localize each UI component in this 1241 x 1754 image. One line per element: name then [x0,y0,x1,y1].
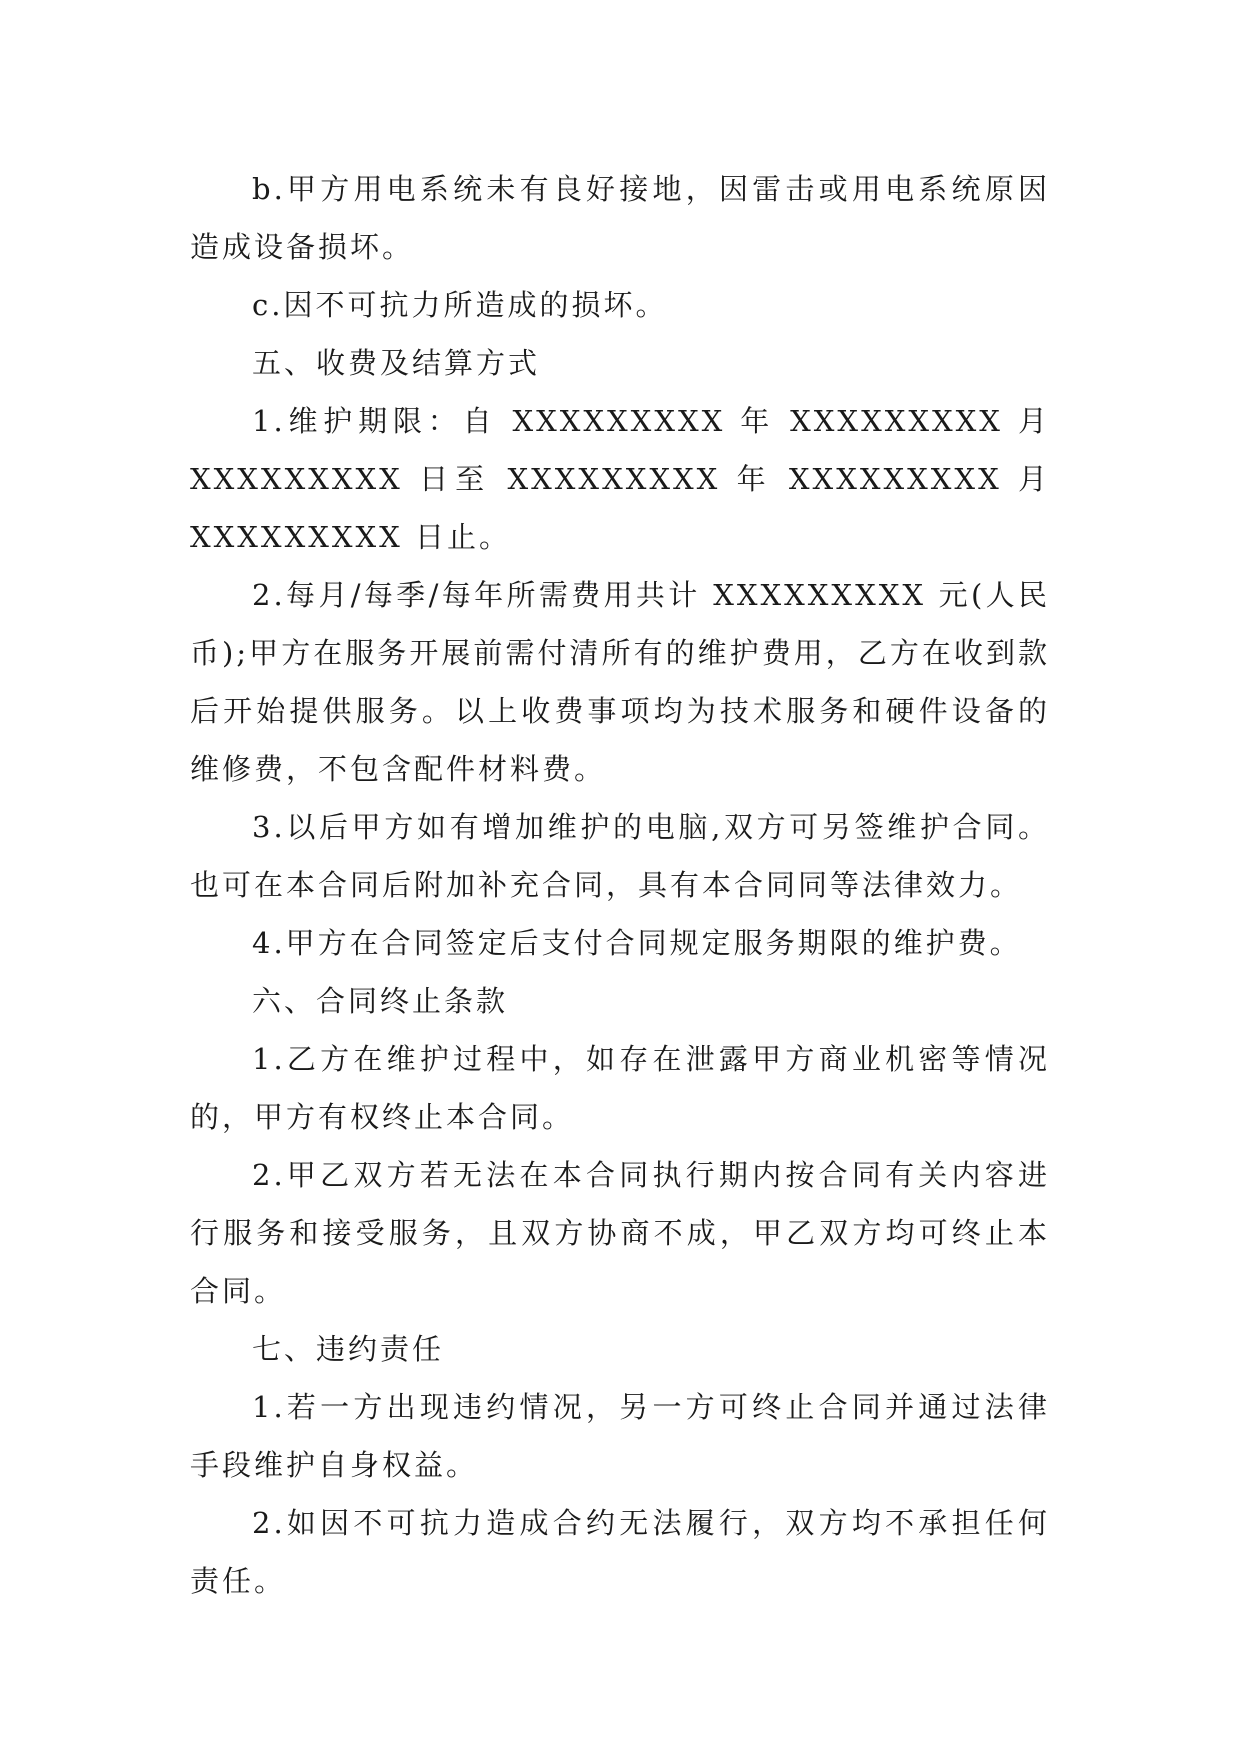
fees-clause-3: 3.以后甲方如有增加维护的电脑,双方可另签维护合同。也可在本合同后附加补充合同，具有本合同同等法律效力。 [190,810,1050,902]
section-heading-breach: 七、违约责任 [252,1332,445,1366]
document-body [190,160,1050,1610]
termination-clause-2: 2.甲乙双方若无法在本合同执行期内按合同有关内容进行服务和接受服务，且双方协商不成，甲乙双方均可终止本合同。 [190,1158,1050,1308]
clause-c-force-majeure: c.因不可抗力所造成的损坏。 [252,288,668,322]
fees-clause-1: 1.维护期限：自 XXXXXXXXX 年 XXXXXXXXX 月 XXXXXXXXX 日至 XXXXXXXXX 年 XXXXXXXXX 月 XXXXXXXXX 日止。 [190,404,1050,554]
fees-clause-2: 2.每月/每季/每年所需费用共计 XXXXXXXXX 元(人民币);甲方在服务开展前需付清所有的维护费用，乙方在收到款后开始提供服务。以上收费事项均为技术服务和硬件设备的维修费，不包含配件材料费。 [190,578,1050,786]
section-heading-termination: 六、合同终止条款 [252,984,509,1018]
termination-clause-1: 1.乙方在维护过程中，如存在泄露甲方商业机密等情况的，甲方有权终止本合同。 [190,1042,1050,1134]
section-heading-fees: 五、收费及结算方式 [252,346,541,380]
clause-b-grounding: b.甲方用电系统未有良好接地，因雷击或用电系统原因造成设备损坏。 [190,172,1050,264]
breach-clause-2: 2.如因不可抗力造成合约无法履行，双方均不承担任何责任。 [190,1506,1050,1598]
breach-clause-1: 1.若一方出现违约情况，另一方可终止合同并通过法律手段维护自身权益。 [190,1390,1050,1482]
fees-clause-4: 4.甲方在合同签定后支付合同规定服务期限的维护费。 [252,926,1022,960]
